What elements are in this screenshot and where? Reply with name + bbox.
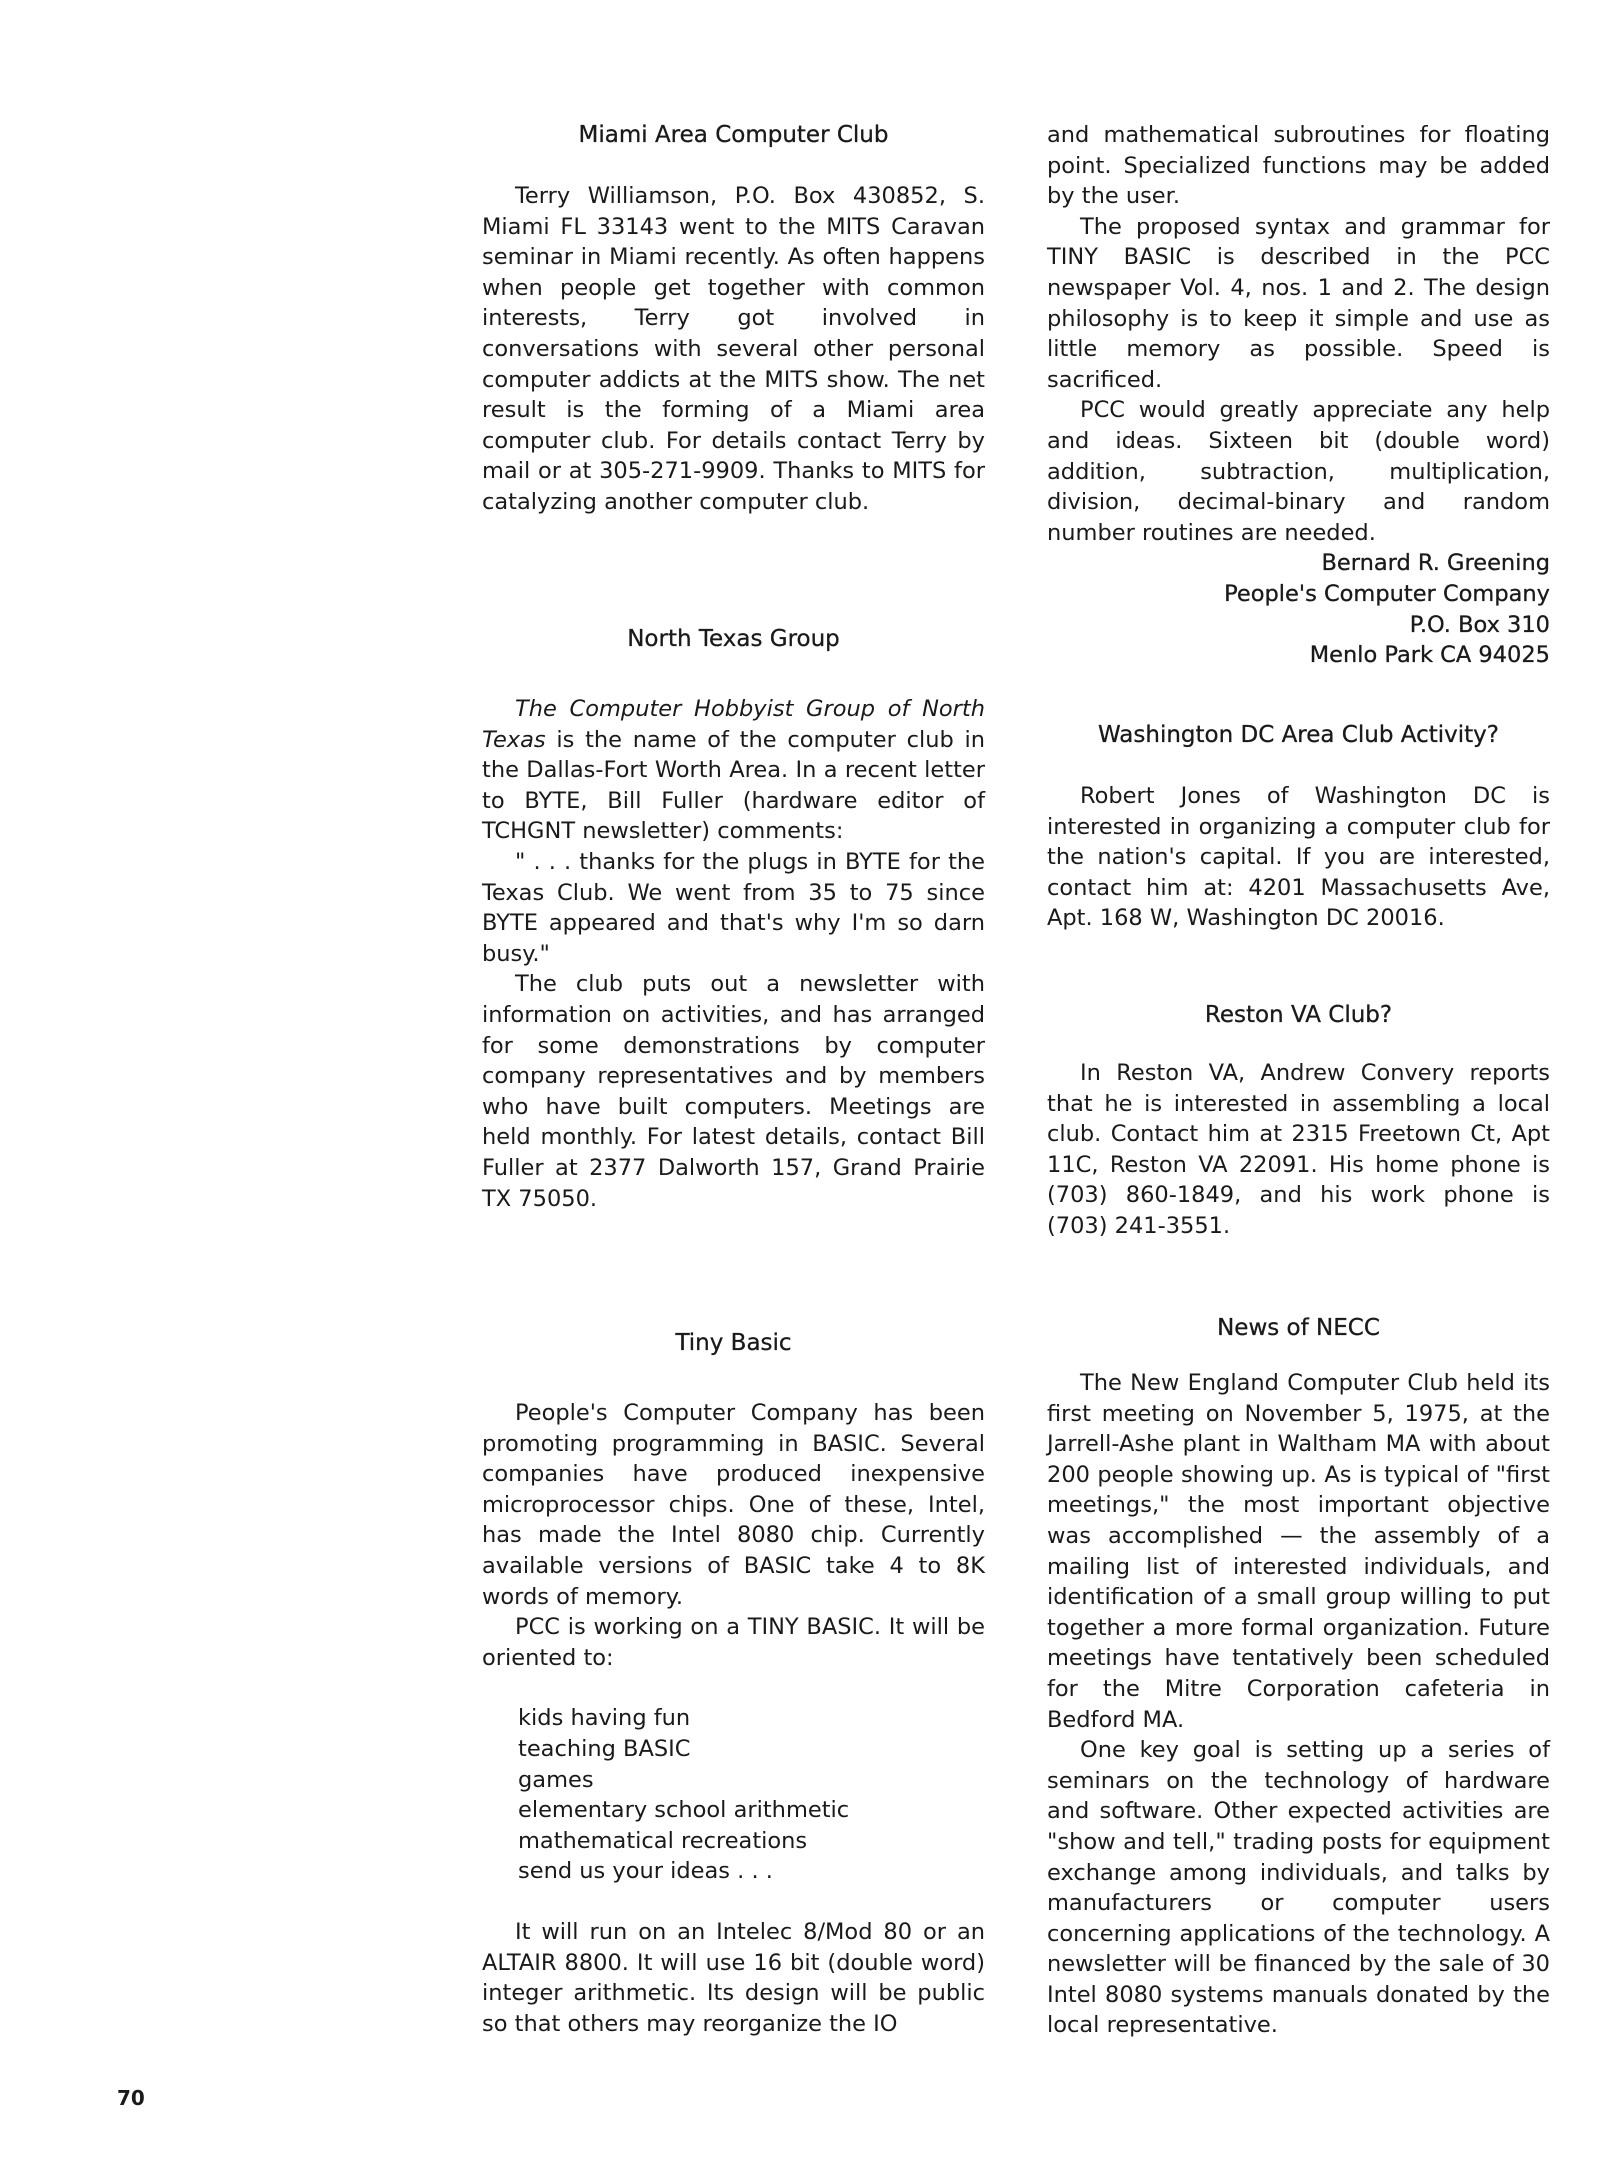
paragraph: It will run on an Intelec 8/Mod 80 or an ALTAIR 8800. It will use 16 bit (double word) integer arithmetic. Its design will be public so that others may reorganize the IO [482, 1918, 985, 2037]
article-title: North Texas Group [627, 626, 840, 652]
article-tiny-basic [482, 1328, 985, 2039]
article-title: Miami Area Computer Club [578, 122, 889, 148]
list-item: games [518, 1766, 594, 1793]
list-item: kids having fun [518, 1705, 691, 1732]
page-number: 70 [117, 2086, 145, 2110]
paragraph: PCC is working on a TINY BASIC. It will be oriented to: [482, 1614, 985, 1671]
article-north-texas [482, 624, 985, 1214]
paragraph: and mathematical subroutines for floating point. Specialized functions may be added by the user. [1047, 122, 1550, 210]
article-title: Washington DC Area Club Activity? [1098, 722, 1499, 748]
signature-block [1047, 548, 1550, 670]
paragraph: The New England Computer Club held its first meeting on November 5, 1975, at the Jarrell-Ashe plant in Waltham MA with about 200 people showing up. As is typical of "first meetings," the most important objective was accomplished — the assembly of a mailing list of interested individuals, and identification of a small group willing to put together a more formal organization. Future meetings have tentatively been scheduled for the Mitre Corporation cafeteria in Bedford MA. [1047, 1370, 1550, 1733]
signature-address: P.O. Box 310 [1409, 611, 1550, 638]
article-title: News of NECC [1217, 1315, 1380, 1341]
list-item: mathematical recreations [518, 1827, 808, 1854]
paragraph: The club puts out a newsletter with information on activities, and has arranged for some demonstrations by computer company representatives and by members who have built computers. Meetings are held monthly. For latest details, contact Bill Fuller at 2377 Dalworth 157, Grand Prairie TX 75050. [482, 971, 985, 1212]
article-title: Reston VA Club? [1204, 1002, 1393, 1028]
signature-city: Menlo Park CA 94025 [1309, 642, 1550, 669]
paragraph: In Reston VA, Andrew Convery reports that he is interested in assembling a local club. Contact him at 2315 Freetown Ct, Apt 11C, Reston VA 22091. His home phone is (703) 860-1849, and his work phone is (703) 241-3551. [1047, 1060, 1550, 1239]
list-item: elementary school arithmetic [518, 1797, 850, 1824]
article-title: Tiny Basic [675, 1330, 792, 1356]
paragraph: The proposed syntax and grammar for TINY BASIC is described in the PCC newspaper Vol. 4, nos. 1 and 2. The design philosophy is to keep it simple and use as little memory as possible. Speed is sacrificed. [1047, 213, 1550, 393]
signature-org: People's Computer Company [1224, 580, 1550, 607]
article-reston [1047, 1000, 1550, 1242]
list-item: teaching BASIC [518, 1735, 691, 1762]
article-necc [1047, 1313, 1550, 2041]
orientation-list [518, 1703, 985, 1887]
article-washington [1047, 720, 1550, 934]
paragraph: PCC would greatly appreciate any help and ideas. Sixteen bit (double word) addition, subtraction, multiplication, division, decimal-binary and random number routines are needed. [1047, 397, 1550, 546]
paragraph: One key goal is setting up a series of seminars on the technology of hardware and software. Other expected activities are "show and tell," trading posts for equipment exchange among individuals, and talks by manufacturers or computer users concerning applications of the technology. A newsletter will be financed by the sale of 30 Intel 8080 systems manuals donated by the local representative. [1047, 1737, 1550, 2039]
quote-paragraph: " . . . thanks for the plugs in BYTE for the Texas Club. We went from 35 to 75 since BYTE appeared and that's why I'm so darn busy." [482, 848, 985, 967]
paragraph: The Computer Hobbyist Group of North Texas is the name of the computer club in the Dallas-Fort Worth Area. In a recent letter to BYTE, Bill Fuller (hardware editor of TCHGNT newsletter) comments: [482, 696, 985, 845]
list-item: send us your ideas . . . [518, 1858, 773, 1885]
article-miami [482, 120, 985, 518]
paragraph: Terry Williamson, P.O. Box 430852, S. Miami FL 33143 went to the MITS Caravan seminar in Miami recently. As often happens when people get together with common interests, Terry got involved in conversations with several other personal computer addicts at the MITS show. The net result is the forming of a Miami area computer club. For details contact Terry by mail or at 305-271-9909. Thanks to MITS for catalyzing another computer club. [482, 183, 985, 515]
signature-name: Bernard R. Greening [1321, 550, 1550, 577]
club-name: The Computer Hobbyist Group of North Texas [482, 696, 985, 753]
article-tiny-basic-continued [1047, 120, 1550, 671]
paragraph: People's Computer Company has been promoting programming in BASIC. Several companies have produced inexpensive microprocessor chips. One of these, Intel, has made the Intel 8080 chip. Currently available versions of BASIC take 4 to 8K words of memory. [482, 1400, 985, 1610]
paragraph: Robert Jones of Washington DC is interested in organizing a computer club for the nation's capital. If you are interested, contact him at: 4201 Massachusetts Ave, Apt. 168 W, Washington DC 20016. [1047, 783, 1550, 932]
